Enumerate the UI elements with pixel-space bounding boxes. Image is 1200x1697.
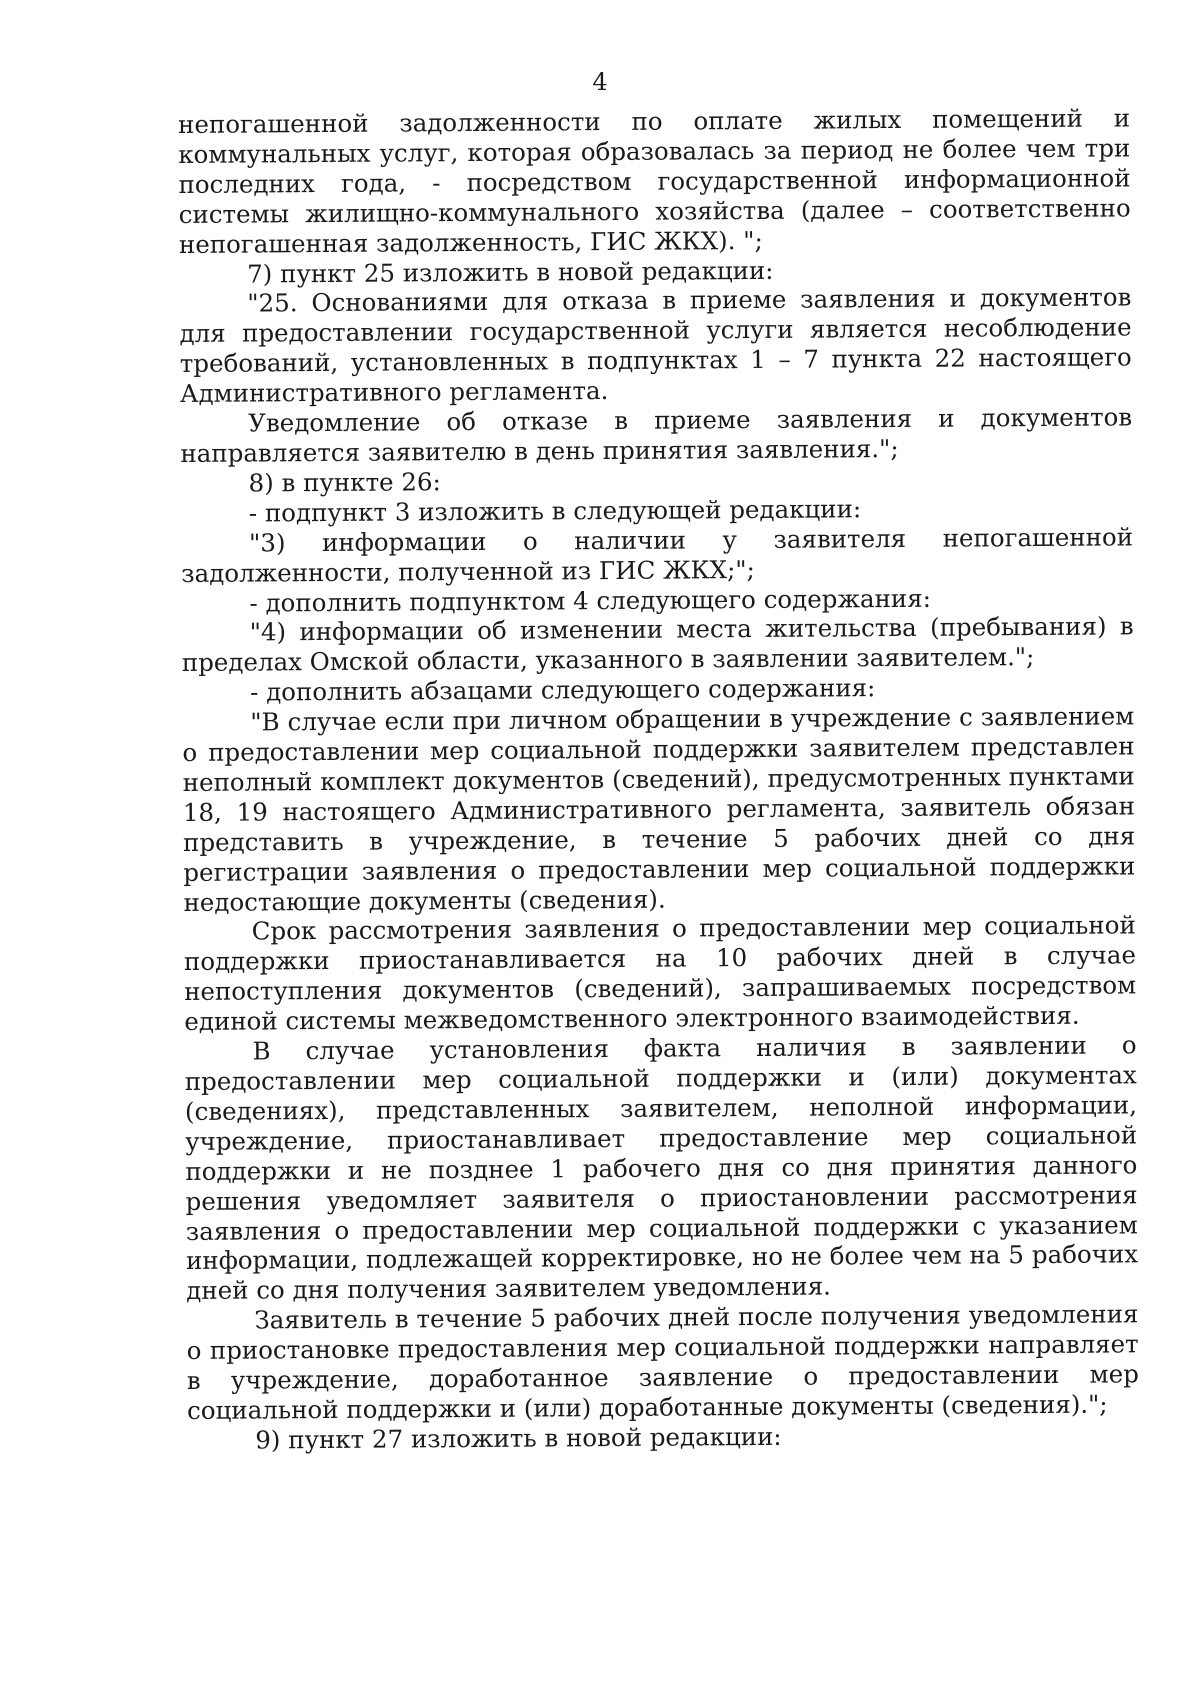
document-body <box>178 103 1139 1455</box>
paragraph: В случае установления факта наличия в заявлении о предоставлении мер социальной поддержки и (или) документах (сведениях), представленных заявителем, неполной информации, учреждение, приостанавливает предоставление мер социальной поддержки и не позднее 1 рабочего дня со дня принятия данного решения уведомляет заявителя о приостановлении рассмотрения заявления о предоставлении мер социальной поддержки с указанием информации, подлежащей корректировке, но не более чем на 5 рабочих дней со дня получения заявителем уведомления. <box>184 1030 1139 1306</box>
paragraph: Заявитель в течение 5 рабочих дней после получения уведомления о приостановке предоставления мер социальной поддержки направляет в учреждение, доработанное заявление о предоставлении мер социальной поддержки и (или) доработанные документы (сведения)."; <box>186 1299 1139 1425</box>
paragraph: "25. Основаниями для отказа в приеме заявления и документов для предоставлении государственной услуги является несоблюдение требований, установленных в подпунктах 1 – 7 пункта 22 настоящего Административного регламента. <box>179 282 1132 409</box>
paragraph: 7) пункт 25 изложить в новой редакции: <box>247 255 774 289</box>
page-number: 4 <box>592 68 608 96</box>
paragraph: 9) пункт 27 изложить в новой редакции: <box>255 1421 782 1455</box>
paragraph: Срок рассмотрения заявления о предоставлении мер социальной поддержки приостанавливается на 10 рабочих дней в случае непоступления документов (сведений), запрашиваемых посредством единой системы межведомственного электронного взаимодействия. <box>183 910 1137 1037</box>
paragraph: - подпункт 3 изложить в следующей редакции: <box>248 494 862 528</box>
paragraph: - дополнить подпунктом 4 следующего содержания: <box>249 583 932 618</box>
paragraph: Уведомление об отказе в приеме заявления и документов направляется заявителю в день принятия заявления."; <box>180 402 1133 468</box>
paragraph: непогашенной задолженности по оплате жилых помещений и коммунальных услуг, которая образовалась за период не более чем три последних года, - посредством государственной информационной системы жилищно-коммунального хозяйства (далее – соответственно непогашенная задолженность, ГИС ЖКХ). "; <box>178 103 1131 259</box>
paragraph: "В случае если при личном обращении в учреждение с заявлением о предоставлении мер социальной поддержки заявителем представлен неполный комплект документов (сведений), предусмотренных пунктами 18, 19 настоящего Административного регламента, заявитель обязан представить в учреждение, в течение 5 рабочих дней со дня регистрации заявления о предоставлении мер социальной поддержки недостающие документы (сведения). <box>182 701 1136 917</box>
paragraph: "4) информации об изменении места жительства (пребывания) в пределах Омской области, указанного в заявлении заявителем."; <box>181 611 1134 678</box>
paragraph: 8) в пункте 26: <box>248 467 441 498</box>
paragraph: "3) информации о наличии у заявителя непогашенной задолженности, полученной из ГИС ЖКХ;"; <box>181 522 1134 588</box>
paragraph: - дополнить абзацами следующего содержания: <box>249 673 876 707</box>
